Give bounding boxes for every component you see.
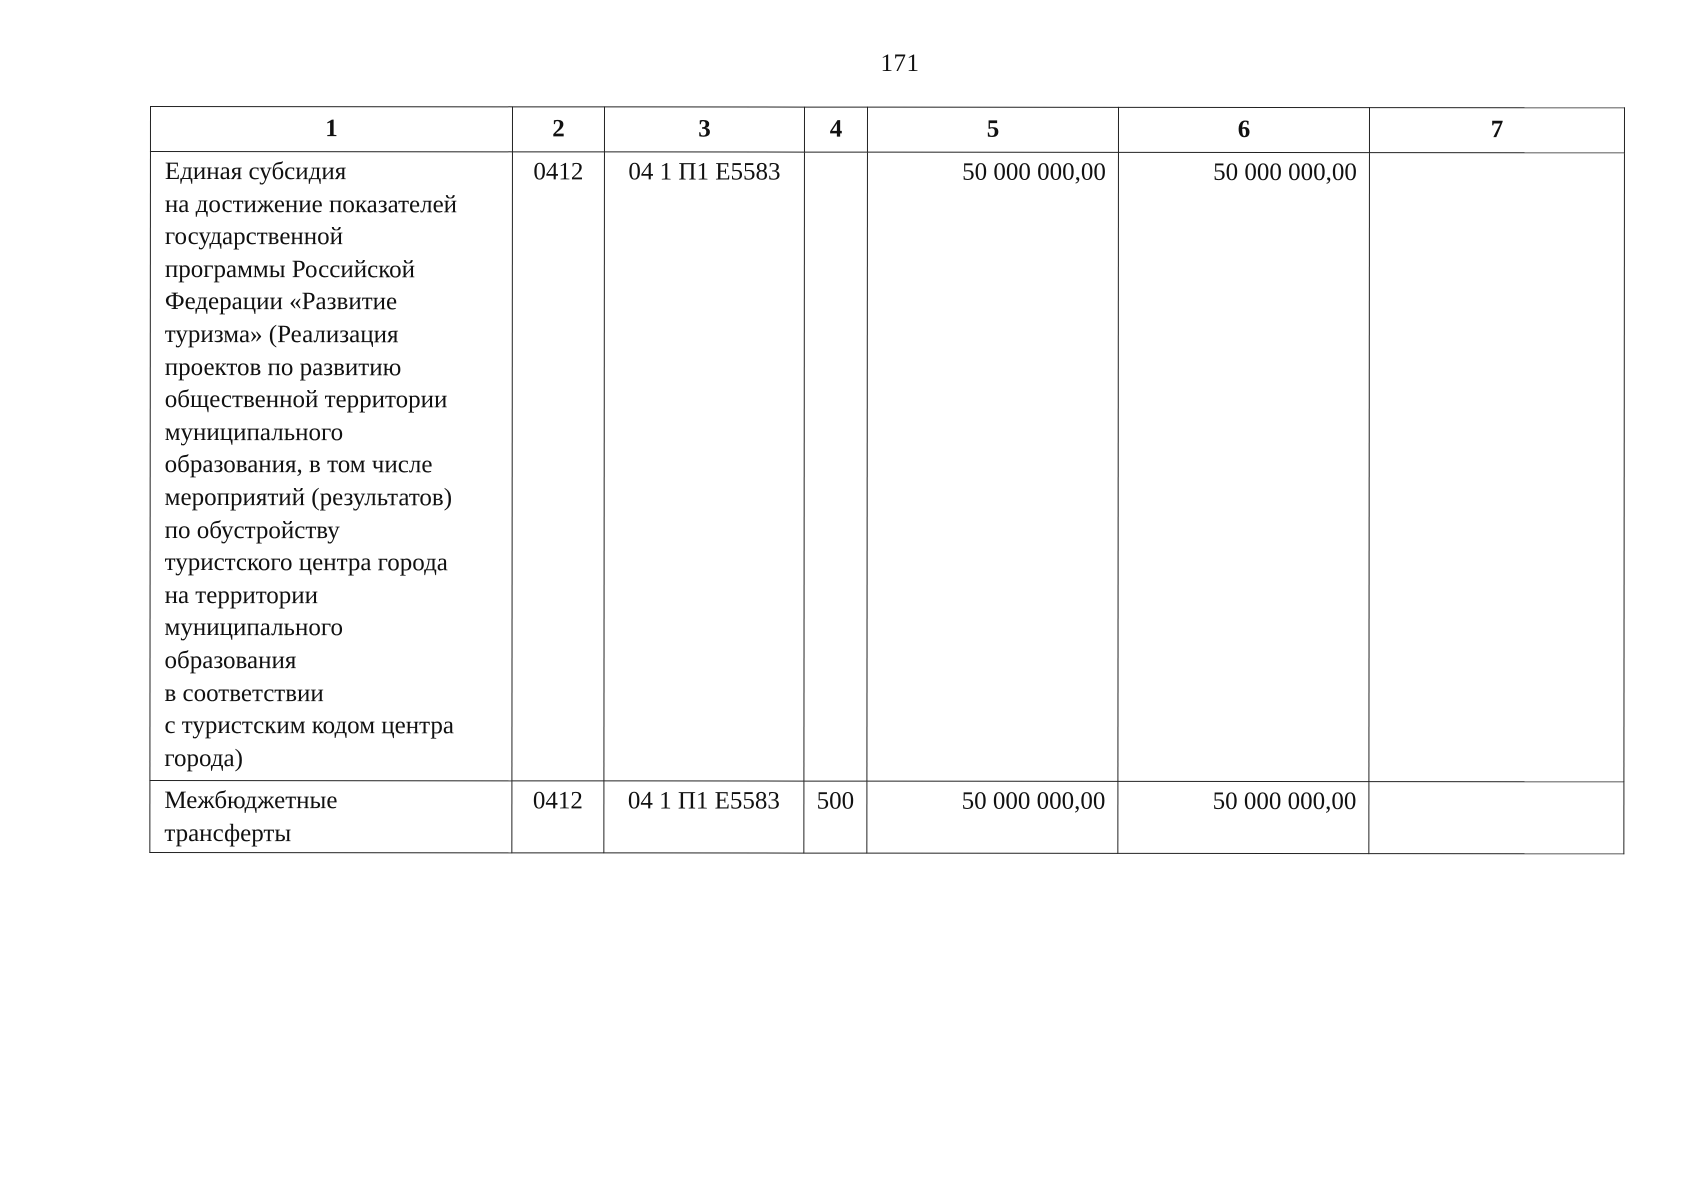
table-row [150,152,1625,782]
table-header-row [150,107,1624,153]
column-header-4: 4 [804,107,867,152]
cell-target-article: 04 1 П1 Е5583 [604,152,805,781]
column-header-3: 3 [604,107,804,152]
cell-name [150,152,513,781]
column-header-5: 5 [867,107,1118,152]
cell-expense-type: 500 [804,781,867,853]
cell-target-article: 04 1 П1 Е5583 [604,781,804,853]
cell-amount-5: 50 000 000,00 [867,152,1119,781]
cell-section: 0412 [512,152,605,781]
cell-name [150,781,512,854]
cell-amount-6: 50 000 000,00 [1118,781,1369,853]
budget-table [149,106,1625,854]
column-header-2: 2 [512,107,604,152]
column-header-1: 1 [150,107,512,152]
cell-section: 0412 [512,781,604,853]
page-number: 171 [880,50,920,77]
column-header-7: 7 [1369,108,1624,153]
cell-expense-type [804,152,868,781]
cell-amount-6: 50 000 000,00 [1118,152,1370,781]
cell-amount-5: 50 000 000,00 [867,781,1118,853]
column-header-6: 6 [1118,107,1369,152]
cell-col-7 [1369,153,1625,782]
row-name-text: Единая субсидия на достижение показателей государственной программы Российской Федерации «Развитие туризма» (Реализация проектов по развитию общественной территории муниципального образования, в том числе мероприятий (результатов) по обустройству туристского центра города на территории муниципального образования в соответствии с туристским кодом центра города) [164,158,458,772]
row-name-text: Межбюджетные трансферты [164,787,338,847]
cell-col-7 [1369,782,1624,854]
table-row [150,781,1624,854]
